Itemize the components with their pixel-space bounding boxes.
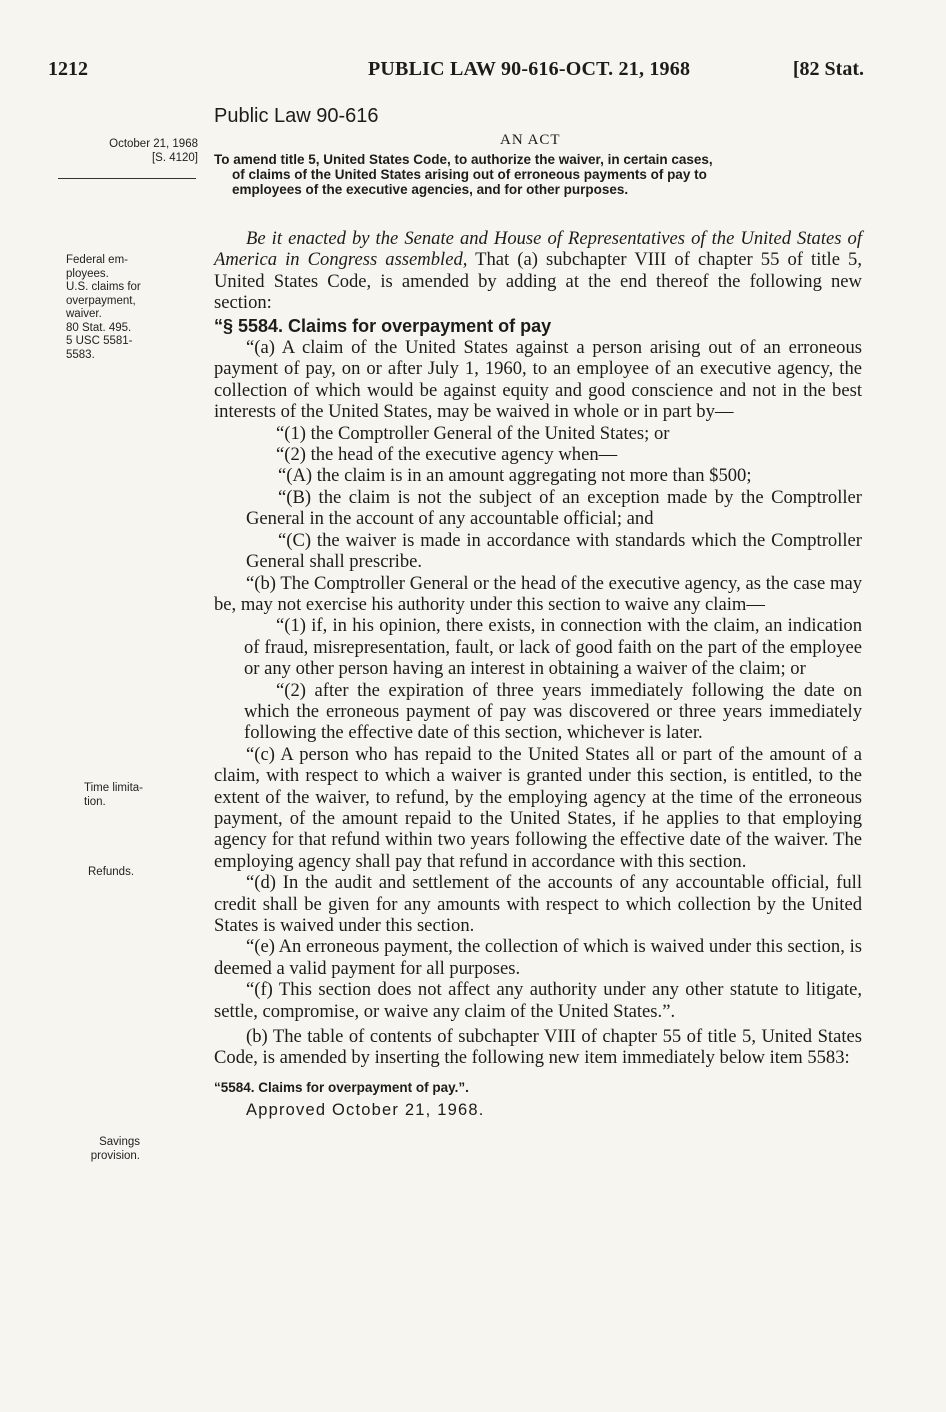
margin-note-time-limitation	[84, 782, 194, 809]
margin-line: waiver.	[66, 308, 102, 320]
paragraph-a1: “(1) the Comptroller General of the United States; or	[276, 422, 670, 444]
running-title: PUBLIC LAW 90-616-OCT. 21, 1968	[368, 58, 691, 80]
margin-line: Time limita-	[84, 782, 143, 794]
margin-note-refunds	[88, 866, 188, 880]
law-body	[214, 228, 862, 1122]
margin-line: U.S. claims for	[66, 281, 141, 293]
act-purpose	[214, 152, 864, 197]
subsection-d: “(d) In the audit and settlement of the accounts of any accountable official, full credit shall be given for any amounts with respect to which collection by the United States is waived under this section.	[214, 872, 862, 936]
margin-note-federal-employees	[66, 254, 196, 362]
margin-date: October 21, 1968	[109, 138, 198, 150]
section-1-b: (b) The table of contents of subchapter VIII of chapter 55 of title 5, United States Code, is amended by inserting the following new item immediately below item 5583:	[214, 1026, 862, 1069]
margin-line: 5583.	[66, 348, 95, 361]
margin-line: tion.	[84, 795, 106, 808]
margin-note-savings	[60, 1136, 140, 1163]
table-of-contents-item: “5584. Claims for overpayment of pay.”.	[214, 1079, 469, 1095]
subparagraph-B: “(B) the claim is not the subject of an exception made by the Comptroller General in the account of any accountable official; and	[246, 486, 862, 530]
subsection-a: “(a) A claim of the United States against a person arising out of an erroneous payment of pay, on or after July 1, 1960, to an employee of an executive agency, the collection of which would be against equity and good conscience and not in the best interests of the United States, may be waived in whole or in part by—	[214, 337, 862, 423]
page-number: 1212	[48, 58, 88, 80]
margin-line: ployees.	[66, 267, 109, 280]
margin-rule	[58, 178, 196, 179]
purpose-line: To amend title 5, United States Code, to authorize the waiver, in certain cases,	[214, 152, 713, 167]
subsection-b: “(b) The Comptroller General or the head of the executive agency, as the case may be, may not exercise his authority under this section to waive any claim—	[214, 572, 862, 615]
section-heading: “§ 5584. Claims for overpayment of pay	[214, 315, 552, 336]
subsection-e: “(e) An erroneous payment, the collection of which is waived under this section, is deemed a valid payment for all purposes.	[214, 936, 862, 979]
purpose-line: employees of the executive agencies, and for other purposes.	[232, 182, 629, 197]
margin-date-block	[58, 138, 198, 165]
margin-bill-number: [S. 4120]	[151, 151, 198, 164]
margin-line: 5 USC 5581-	[66, 335, 133, 347]
paragraph-b2: “(2) after the expiration of three years immediately following the date on which the erroneous payment of pay was discovered or three years immediately following the effective date of this section, whichever is later.	[244, 679, 862, 744]
statute-reference: [82 Stat.	[792, 58, 864, 80]
subsection-f: “(f) This section does not affect any authority under any other statute to litigate, settle, compromise, or waive any claim of the United States.”.	[214, 979, 862, 1022]
subsection-c: “(c) A person who has repaid to the United States all or part of the amount of a claim, with respect to which a waiver is granted under this section, is entitled, to the extent of the waiver, to refund, by the employing agency at the time of the erroneous payment, of the amount repaid to the United States, if he applies to that employing agency for that refund within two years following the effective date of the waiver. The employing agency shall pay that refund in accordance with this section.	[214, 743, 862, 872]
margin-line: Savings	[99, 1136, 140, 1148]
paragraph-b1: “(1) if, in his opinion, there exists, in connection with the claim, an indication of fraud, misrepresentation, fault, or lack of good faith on the part of the employee or any other person having an interest in obtaining a waiver of the claim; or	[244, 615, 862, 680]
paragraph-a2: “(2) the head of the executive agency when—	[276, 444, 618, 466]
enacting-text: That (a) subchapter VIII of chapter 55 of title 5, United States Code, is amended by adding at the end thereof the following new section:	[214, 249, 862, 314]
approval-date: Approved October 21, 1968.	[246, 1101, 485, 1120]
public-law-number: Public Law 90-616	[214, 105, 379, 127]
margin-line: Refunds.	[88, 866, 135, 878]
enacting-clause	[214, 228, 862, 314]
subparagraph-A: “(A) the claim is in an amount aggregating not more than $500;	[278, 465, 752, 487]
margin-line: overpayment,	[66, 294, 136, 307]
margin-line: Federal em-	[66, 254, 128, 266]
enacting-formula: Be it enacted by the Senate and House of Representatives of the United States of America in Congress assembled,	[214, 228, 862, 271]
purpose-line: of claims of the United States arising out of erroneous payments of pay to	[232, 167, 707, 182]
subparagraph-C: “(C) the waiver is made in accordance with standards which the Comptroller General shall prescribe.	[246, 529, 862, 573]
page-header	[48, 58, 864, 88]
margin-line: 80 Stat. 495.	[66, 321, 132, 334]
act-heading: AN ACT	[500, 132, 561, 148]
margin-line: provision.	[90, 1149, 140, 1162]
